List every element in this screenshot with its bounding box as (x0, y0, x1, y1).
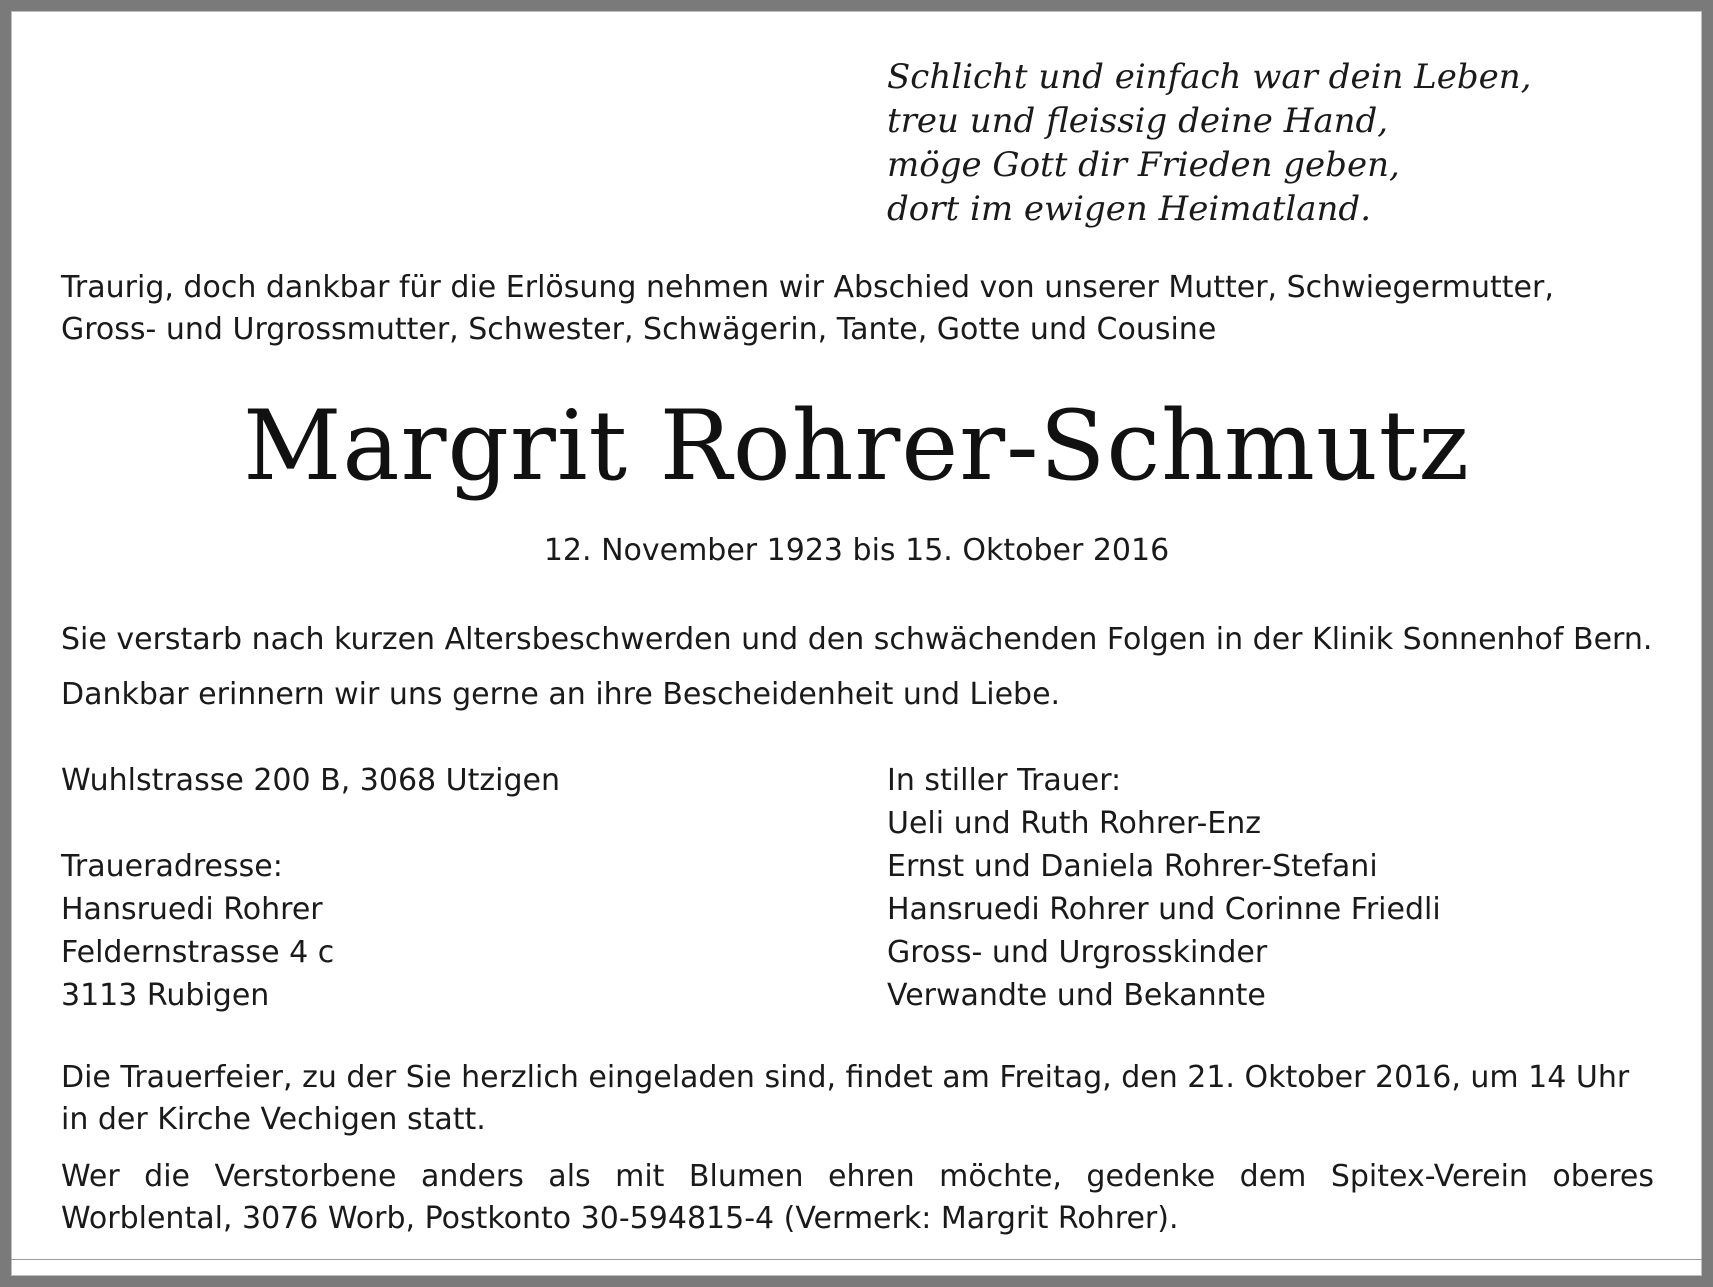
mourner-entry: Ueli und Ruth Rohrer-Enz (887, 806, 1262, 841)
obituary-notice (11, 11, 1702, 1276)
poem (887, 55, 1531, 231)
mourners-block (887, 759, 1667, 1017)
mourners-label: In stiller Trauer: (887, 763, 1122, 798)
address-block (61, 759, 841, 1017)
spacer (61, 802, 841, 845)
mourner-entry: Hansruedi Rohrer und Corinne Friedli (887, 892, 1441, 927)
life-dates: 12. November 1923 bis 15. Oktober 2016 (543, 533, 1170, 568)
deceased-name: Margrit Rohrer-Schmutz (243, 390, 1470, 502)
donation-paragraph: Wer die Verstorbene anders als mit Blumen ehren möchte, gedenke dem Spitex-Verein oberes Worblental, 3076 Worb, Postkonto 30-594815-4 (Vermerk: Margrit Rohrer). (61, 1159, 1654, 1236)
mourning-address-street: Feldernstrasse 4 c (61, 935, 335, 970)
mourner-entry: Verwandte und Bekannte (887, 978, 1266, 1013)
death-note: Sie verstarb nach kurzen Altersbeschwerden und den schwächenden Folgen in der Klinik Sonnenhof Bern. (61, 622, 1653, 657)
poem-line: dort im ewigen Heimatland. (887, 189, 1372, 229)
bottom-divider (11, 1259, 1702, 1260)
home-address: Wuhlstrasse 200 B, 3068 Utzigen (61, 763, 560, 798)
poem-line: möge Gott dir Frieden geben, (887, 145, 1400, 185)
mourner-entry: Ernst und Daniela Rohrer-Stefani (887, 849, 1378, 884)
ceremony-paragraph: Die Trauerfeier, zu der Sie herzlich eingeladen sind, findet am Freitag, den 21. Oktober 2016, um 14 Uhr in der Kirche Vechigen statt. (61, 1060, 1630, 1137)
mourning-address-city: 3113 Rubigen (61, 978, 270, 1013)
poem-line: treu und fleissig deine Hand, (887, 101, 1389, 141)
mourning-address-name: Hansruedi Rohrer (61, 892, 323, 927)
poem-line: Schlicht und einfach war dein Leben, (887, 57, 1532, 97)
mourner-entry: Gross- und Urgrosskinder (887, 935, 1268, 970)
mourning-address-label: Traueradresse: (61, 849, 283, 884)
thanks-note: Dankbar erinnern wir uns gerne an ihre Bescheidenheit und Liebe. (61, 677, 1061, 712)
intro-paragraph: Traurig, doch dankbar für die Erlösung nehmen wir Abschied von unserer Mutter, Schwiegermutter, Gross- und Urgrossmutter, Schwester, Schwägerin, Tante, Gotte und Cousine (61, 270, 1554, 347)
